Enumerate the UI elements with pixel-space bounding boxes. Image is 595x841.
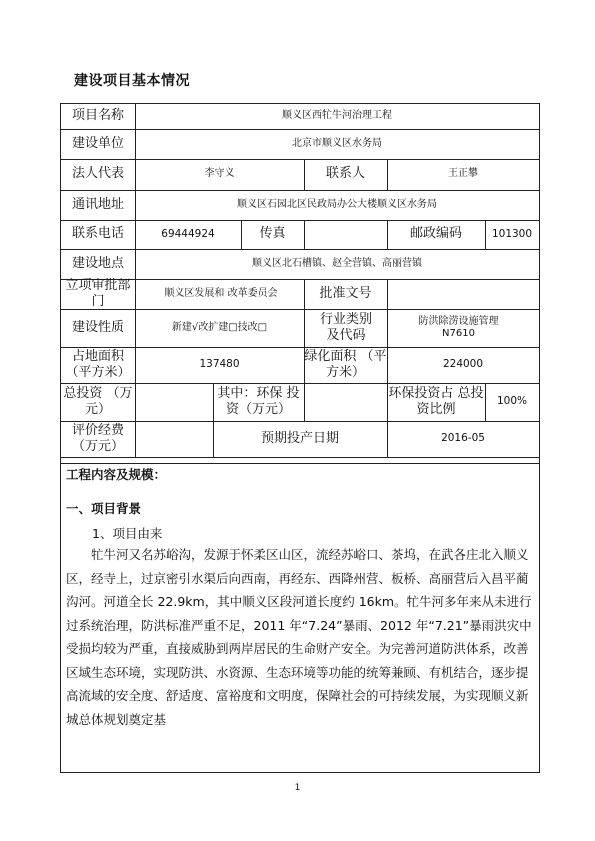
address-label: 通讯地址 (71, 196, 124, 212)
approval-no-value (387, 279, 539, 309)
phone-value: 69444924 (161, 227, 215, 240)
approval-no-label: 批准文号 (319, 285, 372, 301)
approval-dept-label: 立项审批部门 (65, 277, 131, 309)
project-name-value: 顺义区西牤牛河治理工程 (282, 110, 392, 122)
env-invest-value (304, 383, 387, 421)
fax-value (304, 220, 387, 249)
eval-fee-label: 评价经费 （万元） (71, 422, 124, 454)
fax-label: 传真 (259, 226, 286, 242)
subsection-heading: 1、项目由来 (92, 526, 163, 541)
eval-fee-value (135, 421, 213, 457)
legal-rep-label: 法人代表 (71, 166, 124, 182)
section-heading: 一、项目背景 (66, 501, 142, 516)
legal-rep-value: 李守义 (204, 168, 235, 180)
unit-value: 北京市顺义区水务局 (292, 137, 382, 149)
location-value: 顺义区北石槽镇、赵全营镇、高丽营镇 (252, 257, 422, 269)
prod-date-label: 预期投产日期 (260, 430, 339, 446)
contact-value: 王正攀 (448, 168, 478, 180)
approval-dept-value: 顺义区发展和 改革委员会 (164, 287, 278, 299)
invest-label: 总投资 （万元） (63, 385, 133, 417)
industry-value: 防洪除涝设施管理 N7610 (418, 315, 499, 339)
page-number: 1 (294, 783, 301, 793)
invest-value (135, 383, 213, 421)
green-value: 224000 (442, 358, 484, 371)
ratio-value: 100% (496, 395, 528, 408)
address-value: 顺义区石园北区民政局办公大楼顺义区水务局 (237, 198, 437, 210)
page-title: 建设项目基本情况 (74, 73, 190, 89)
location-label: 建设地点 (71, 255, 124, 271)
area-label: 占地面积 （平方米） (65, 348, 131, 380)
nature-value: 新建√改扩建□技改□ (171, 321, 268, 333)
green-label: 绿化面积 （平方米） (304, 348, 387, 380)
nature-label: 建设性质 (71, 319, 124, 335)
ratio-label: 环保投资占 总投资比例 (388, 385, 484, 417)
area-value: 137480 (199, 358, 240, 371)
project-name-label: 项目名称 (71, 108, 124, 124)
row-divider (61, 463, 539, 464)
contact-label: 联系人 (325, 166, 365, 182)
body-paragraph: 牤牛河又名苏峪沟，发源于怀柔区山区，流经苏峪口、茶坞，在武各庄北入顺义区，经寺上，过京密引水渠后向西南，再经东、西降州营、板桥、高丽营后入昌平蔺沟河。河道全长 22.9km，其中顺义区段河道长度约 16km。牤牛河多年来从未进行过系统治理，防洪标准严重不足，2011 年“7.24”暴雨、2012 年“7.21”暴雨洪灾中受损均较为严重，直接威胁到两岸居民的生命财产安全。为完善河道防洪体系，改善区域生态环境，实现防洪、水资源、生态环境等功能的统筹兼顾、有机结合，逐步提高流域的安全度、舒适度、富裕度和文明度，保障社会的可持续发展，为实现顺义新城总体规划奠定基 (66, 547, 532, 727)
unit-label: 建设单位 (71, 135, 124, 151)
postcode-value: 101300 (491, 227, 533, 240)
industry-label: 行业类别 及代码 (319, 311, 372, 343)
postcode-label: 邮政编码 (409, 226, 462, 242)
content-heading: 工程内容及规模： (66, 467, 167, 482)
row-divider (61, 457, 539, 458)
env-invest-label: 其中：环保 投资（万元） (217, 385, 300, 417)
prod-date-value: 2016-05 (441, 432, 485, 445)
phone-label: 联系电话 (71, 226, 124, 242)
